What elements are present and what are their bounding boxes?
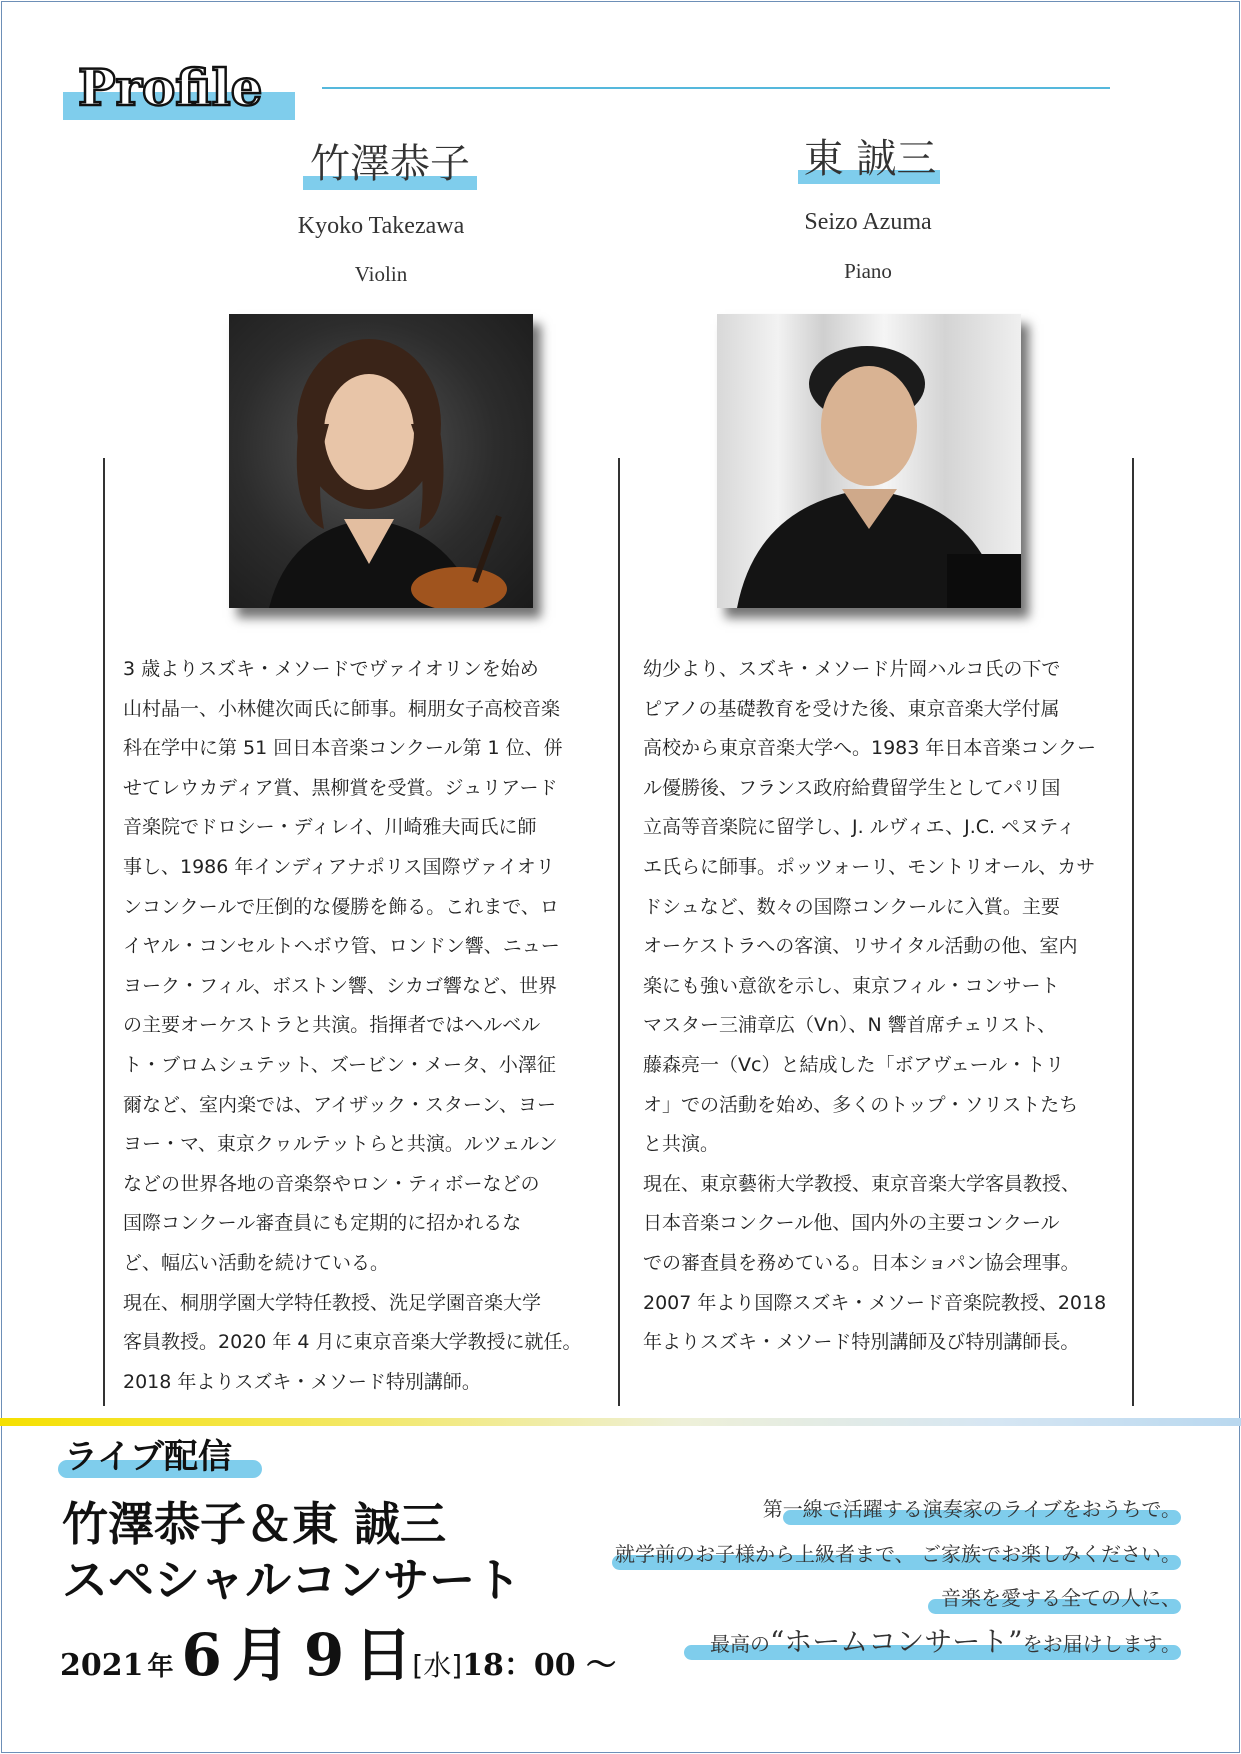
date-day: 9 [303, 1621, 345, 1689]
message-line-1: 第一線で活躍する演奏家のライブをおうちで。 [762, 1497, 1181, 1521]
bio-line: せてレウカディア賞、黒柳賞を受賞。ジュリアード [123, 776, 558, 799]
bio-line: 高校から東京音楽大学へ。1983 年日本音楽コンクー [643, 737, 1097, 760]
bio-line: ドシュなど、数々の国際コンクールに入賞。主要 [643, 895, 1060, 918]
bio-line: ヨー・マ、東京クヮルテットらと共演。ルツェルン [123, 1133, 558, 1156]
message-line-4 [710, 1627, 1181, 1659]
bio-line: ヨーク・フィル、ボストン響、シカゴ響など、世界 [123, 974, 557, 997]
artist-name-jp-left: 竹澤恭子 [310, 141, 470, 187]
message-line-3: 音楽を愛する全ての人に、 [941, 1586, 1181, 1610]
bio-line: 客員教授。2020 年 4 月に東京音楽大学教授に就任。 [123, 1331, 582, 1354]
bio-line: 年よりスズキ・メソード特別講師及び特別講師長。 [643, 1331, 1080, 1354]
bio-line: の主要オーケストラと共演。指揮者ではヘルベル [123, 1014, 541, 1037]
concert-title-line2: スペシャルコンサート [62, 1553, 522, 1607]
bio-line: 国際コンクール審査員にも定期的に招かれるな [123, 1212, 522, 1235]
live-label: ライブ配信 [64, 1437, 232, 1477]
bio-line: ピアノの基礎教育を受けた後、東京音楽大学付属 [643, 697, 1060, 720]
bio-line: ンコンクールで圧倒的な優勝を飾る。これまで、ロ [123, 895, 559, 918]
bio-line: ト・ブロムシュテット、ズービン・メータ、小澤征 [123, 1053, 556, 1076]
bio-line: での審査員を務めている。日本ショパン協会理事。 [643, 1251, 1080, 1274]
profile-heading: Profile [78, 58, 263, 117]
portrait-photo-right [717, 314, 1021, 608]
artist-name-jp-right: 東 誠三 [803, 136, 937, 182]
bio-line: 2018 年よりスズキ・メソード特別講師。 [123, 1370, 481, 1393]
date-weekday: [水] [412, 1649, 463, 1682]
bio-line: 3 歳よりスズキ・メソードでヴァイオリンを始め [123, 658, 539, 680]
message-line-4-emphasis: “ホームコンサート” [769, 1625, 1023, 1658]
bio-line: 科在学中に第 51 回日本音楽コンクール第 1 位、併 [123, 737, 563, 760]
bio-line: 藤森亮一（Vc）と結成した「ボアヴェール・トリ [643, 1053, 1065, 1076]
column-rule-left [103, 458, 105, 1406]
date-month: 6 [181, 1621, 222, 1689]
bio-line: などの世界各地の音楽祭やロン・ティボーなどの [123, 1172, 540, 1195]
bio-line: 事し、1986 年インディアナポリス国際ヴァイオリ [123, 855, 555, 878]
column-rule-middle [618, 458, 620, 1406]
bio-line: 立高等音楽院に留学し、J. ルヴィエ、J.C. ペヌティ [643, 816, 1076, 839]
bio-line: 爾など、室内楽では、アイザック・スターン、ヨー [123, 1093, 557, 1116]
date-year-unit: 年 [147, 1652, 174, 1682]
portrait-photo-icon [717, 314, 1021, 608]
bio-line: 音楽院でドロシー・ディレイ、川崎雅夫両氏に師 [123, 816, 537, 839]
gradient-band [0, 1418, 1241, 1426]
bio-line: エ氏らに師事。ポッツォーリ、モントリオール、カサ [643, 855, 1096, 878]
artist-instrument-left: Violin [354, 262, 408, 286]
bio-line: 日本音楽コンクール他、国内外の主要コンクール [643, 1212, 1060, 1235]
bio-right [643, 650, 1123, 1363]
bio-line: マスター三浦章広（Vn）、N 響首席チェリスト、 [643, 1014, 1057, 1037]
date-year: 2021 [60, 1648, 144, 1683]
column-rule-right [1132, 458, 1134, 1406]
concert-date [60, 1608, 616, 1692]
date-month-unit: 月 [231, 1621, 290, 1689]
date-time: 18：00 ～ [462, 1648, 617, 1683]
bio-line: 楽にも強い意欲を示し、東京フィル・コンサート [643, 974, 1060, 997]
concert-title-line1: 竹澤恭子＆東 誠三 [62, 1497, 447, 1551]
message-line-4-post: をお届けします。 [1022, 1632, 1181, 1656]
bio-line: 2007 年より国際スズキ・メソード音楽院教授、2018 [643, 1291, 1107, 1314]
profile-rule [322, 87, 1110, 89]
artist-instrument-right: Piano [844, 259, 892, 283]
message-line-2: 就学前のお子様から上級者まで、 ご家族でお楽しみください。 [615, 1542, 1181, 1566]
bio-line: と共演。 [643, 1133, 720, 1156]
portrait-photo-left [229, 314, 533, 608]
concert-title [62, 1496, 521, 1608]
bio-line: 現在、桐朋学園大学特任教授、洗足学園音楽大学 [123, 1291, 542, 1314]
bio-line: イヤル・コンセルトヘボウ管、ロンドン響、ニュー [123, 935, 560, 958]
bio-line: オーケストラへの客演、リサイタル活動の他、室内 [643, 935, 1078, 958]
artist-name-en-left: Kyoko Takezawa [297, 213, 465, 239]
bio-line: ル優勝後、フランス政府給費留学生としてパリ国 [643, 776, 1061, 799]
bio-line: ど、幅広い活動を続けている。 [123, 1251, 390, 1274]
bio-line: オ」での活動を始め、多くのトップ・ソリストたち [643, 1093, 1079, 1116]
bio-line: 幼少より、スズキ・メソード片岡ハルコ氏の下で [643, 658, 1061, 680]
portrait-photo-icon [229, 314, 533, 608]
bio-left [123, 650, 603, 1402]
bio-line: 山村晶一、小林健次両氏に師事。桐朋女子高校音楽 [123, 697, 561, 720]
artist-name-en-right: Seizo Azuma [804, 209, 932, 235]
bio-line: 現在、東京藝術大学教授、東京音楽大学客員教授、 [643, 1172, 1081, 1195]
message-line-4-pre: 最高の [709, 1632, 770, 1656]
date-day-unit: 日 [354, 1621, 413, 1689]
